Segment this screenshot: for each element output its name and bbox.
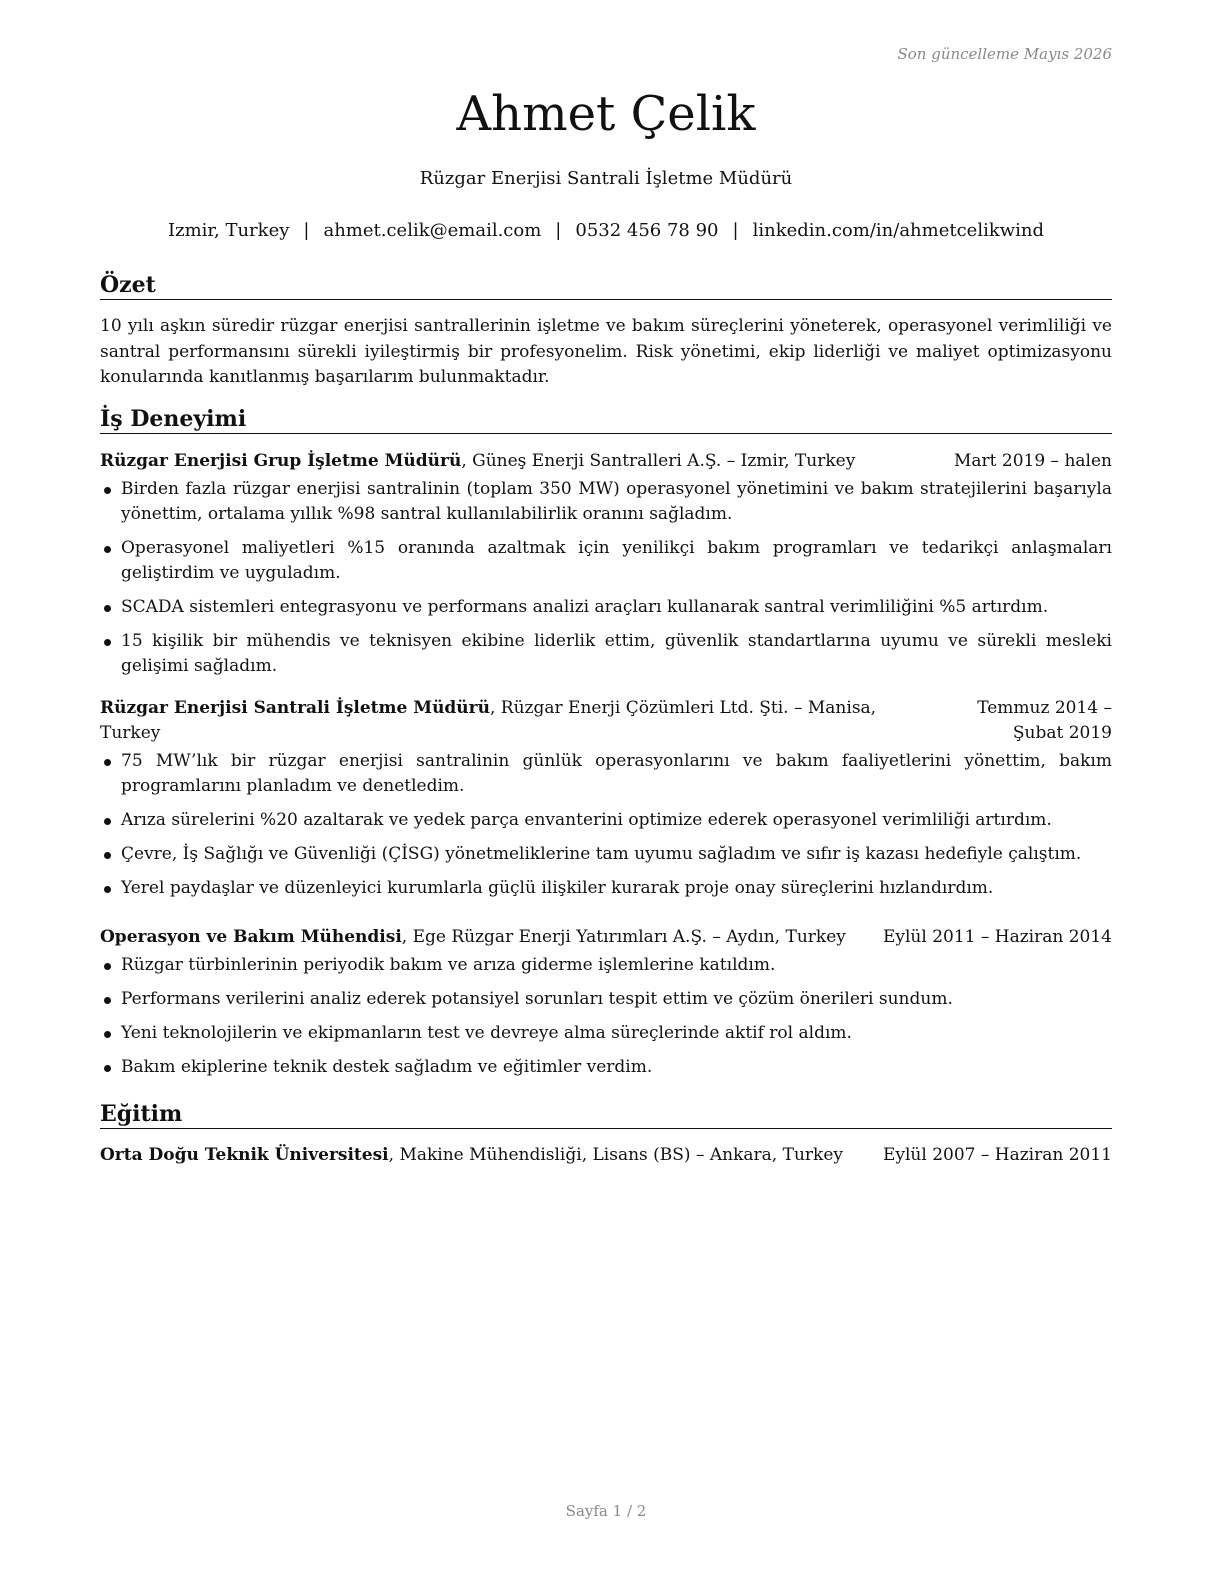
bullet-icon [104,886,111,893]
list-item: Yerel paydaşlar ve düzenleyici kurumlarla güçlü ilişkiler kurarak proje onay süreçlerini hızlandırdım. [100,876,1112,901]
job-header [100,449,1112,474]
bullet-icon [104,487,111,494]
job-entry [100,696,1112,910]
list-item: Arıza sürelerini %20 azaltarak ve yedek parça envanterini optimize ederek operasyonel verimliliği artırdım. [100,808,1112,833]
list-item: Birden fazla rüzgar enerjisi santralinin (toplam 350 MW) operasyonel yönetimini ve bakım stratejilerini başarıyla yönettim, ortalama yıllık %98 santral kullanılabilirlik oranını sağladım. [100,477,1112,527]
education-detail: , Makine Mühendisliği, Lisans (BS) – Ankara, Turkey [388,1145,843,1165]
contact-email[interactable]: ahmet.celik@email.com [323,220,542,241]
list-item: Çevre, İş Sağlığı ve Güvenliği (ÇİSG) yönetmeliklerine tam uyumu sağladım ve sıfır iş kazası hedefiyle çalıştım. [100,842,1112,867]
list-item: 75 MW’lık bir rüzgar enerjisi santralinin günlük operasyonlarını ve bakım faaliyetlerini yönettim, bakım programlarını planladım ve denetledim. [100,749,1112,799]
list-item: Operasyonel maliyetleri %15 oranında azaltmak için yenilikçi bakım programları ve tedarikçi anlaşmaları geliştirdim ve uyguladım. [100,536,1112,586]
bullet-icon [104,1031,111,1038]
job-header [100,925,1112,950]
education-entry [100,1143,1112,1168]
contact-location: Izmir, Turkey [167,220,290,241]
contact-separator: | [555,220,562,241]
job-dates: Eylül 2011 – Haziran 2014 [882,927,1112,947]
bullet-icon [104,997,111,1004]
section-title-experience: İş Deneyimi [100,405,1112,434]
bullet-icon [104,1065,111,1072]
list-item: Yeni teknolojilerin ve ekipmanların test ve devreye alma süreçlerinde aktif rol aldım. [100,1021,1112,1046]
resume-page [100,0,1112,1584]
contact-line [100,220,1112,241]
job-role: Operasyon ve Bakım Mühendisi [100,927,402,947]
page-number: Sayfa 1 / 2 [565,1502,647,1520]
list-item: SCADA sistemleri entegrasyonu ve performans analizi araçları kullanarak santral verimliliğini %5 artırdım. [100,595,1112,620]
section-title-summary: Özet [100,271,1112,300]
contact-phone: 0532 456 78 90 [575,220,719,241]
bullet-icon [104,759,111,766]
candidate-name: Ahmet Çelik [456,86,756,142]
job-company: , Güneş Enerji Santralleri A.Ş. – Izmir, Turkey [461,451,856,471]
education-dates: Eylül 2007 – Haziran 2011 [882,1145,1112,1165]
job-header [100,696,1112,746]
job-dates: Mart 2019 – halen [953,451,1112,471]
section-title-education: Eğitim [100,1100,1112,1129]
bullet-icon [104,963,111,970]
list-item: 15 kişilik bir mühendis ve teknisyen ekibine liderlik ettim, güvenlik standartlarına uyumu ve sürekli mesleki gelişimi sağladım. [100,629,1112,679]
job-bullets [100,953,1112,1080]
last-updated: Son güncelleme Mayıs 2026 [897,45,1112,63]
contact-separator: | [732,220,739,241]
bullet-icon [104,546,111,553]
job-role: Rüzgar Enerjisi Santrali İşletme Müdürü [100,698,490,718]
education-school: Orta Doğu Teknik Üniversitesi [100,1145,389,1165]
job-dates: Temmuz 2014 – Şubat 2019 [977,698,1112,743]
job-company: , Rüzgar Enerji Çözümleri Ltd. Şti. – Manisa, Turkey [100,698,877,743]
job-company: , Ege Rüzgar Enerji Yatırımları A.Ş. – Aydın, Turkey [401,927,846,947]
bullet-icon [104,818,111,825]
list-item: Performans verilerini analiz ederek potansiyel sorunları tespit ettim ve çözüm önerileri sundum. [100,987,1112,1012]
education-header [100,1143,1112,1168]
job-entry [100,925,1112,1089]
contact-separator: | [303,220,310,241]
list-item: Bakım ekiplerine teknik destek sağladım ve eğitimler verdim. [100,1055,1112,1080]
job-bullets [100,477,1112,679]
candidate-headline: Rüzgar Enerjisi Santrali İşletme Müdürü [419,168,793,189]
job-bullets [100,749,1112,901]
bullet-icon [104,639,111,646]
bullet-icon [104,852,111,859]
summary-text: 10 yılı aşkın süredir rüzgar enerjisi santrallerinin işletme ve bakım süreçlerini yöneterek, operasyonel verimliliği ve santral performansını sürekli iyileştirmiş bir profesyonelim. Risk yönetimi, ekip liderliği ve maliyet optimizasyonu konularında kanıtlanmış başarılarım bulunmaktadır. [100,316,1112,387]
contact-linkedin[interactable]: linkedin.com/in/ahmetcelikwind [752,220,1045,241]
job-entry [100,449,1112,688]
bullet-icon [104,605,111,612]
list-item: Rüzgar türbinlerinin periyodik bakım ve arıza giderme işlemlerine katıldım. [100,953,1112,978]
job-role: Rüzgar Enerjisi Grup İşletme Müdürü [100,451,462,471]
